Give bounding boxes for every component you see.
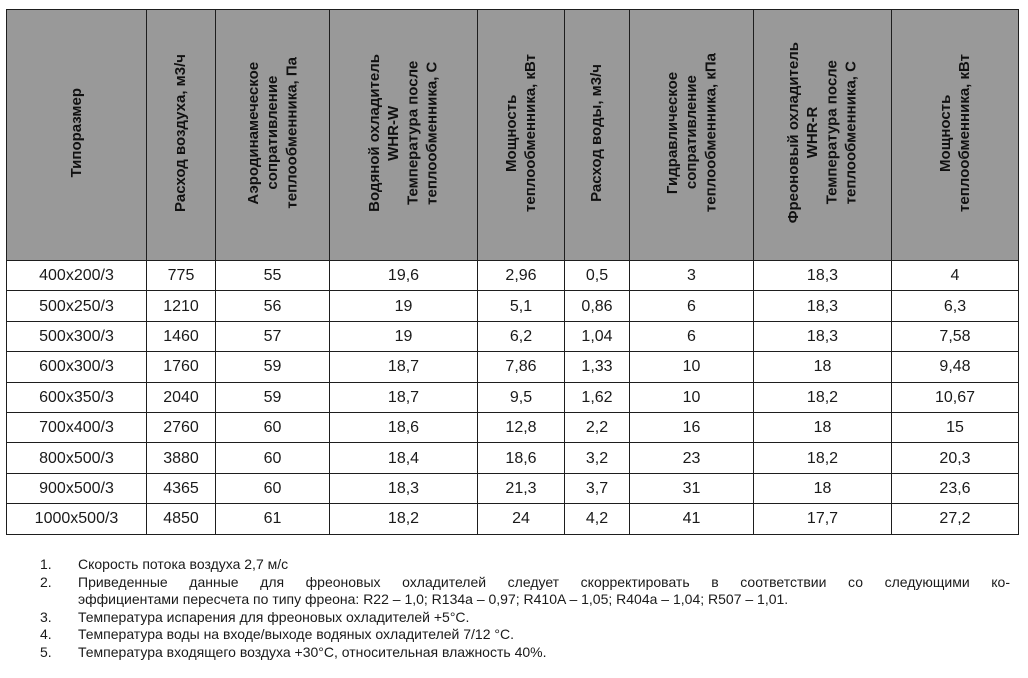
footnotes [0, 556, 1028, 662]
table-cell: 4850 [147, 504, 216, 534]
table-cell: 59 [216, 382, 330, 412]
table-cell: 59 [216, 352, 330, 382]
table-cell: 1,62 [565, 382, 630, 412]
footnote-number: 1. [40, 556, 52, 572]
table-cell: 18,2 [330, 504, 478, 534]
table-cell: 56 [216, 291, 330, 321]
table-cell: 0,5 [565, 261, 630, 291]
table-cell: 9,5 [478, 382, 565, 412]
table-row [7, 412, 1019, 442]
table-cell: 18,7 [330, 382, 478, 412]
footnote [0, 556, 1028, 574]
table-row [7, 321, 1019, 351]
table-cell: 600х300/3 [7, 352, 147, 382]
table-cell: 4,2 [565, 504, 630, 534]
table-cell: 60 [216, 473, 330, 503]
footnote-text: эффициентами пересчета по типу фреона: R22 – 1,0; R134a – 0,97; R410A – 1,05; R404a – 1,04; R507 – 1,01. [78, 591, 789, 608]
table-cell: 600х350/3 [7, 382, 147, 412]
table-cell: 18,4 [330, 443, 478, 473]
table-cell: 21,3 [478, 473, 565, 503]
table-cell: 5,1 [478, 291, 565, 321]
header-cell: Фреоновый охладитель WHR-R Температура после теплообменника, С [754, 10, 892, 261]
table-cell: 18,6 [478, 443, 565, 473]
table-cell: 18,6 [330, 412, 478, 442]
table-cell: 17,7 [754, 504, 892, 534]
table-cell: 23,6 [892, 473, 1019, 503]
table-cell: 31 [630, 473, 754, 503]
table-cell: 1,04 [565, 321, 630, 351]
table-cell: 19,6 [330, 261, 478, 291]
table-cell: 3,2 [565, 443, 630, 473]
table-row [7, 443, 1019, 473]
table-cell: 7,86 [478, 352, 565, 382]
footnote-number: 5. [40, 643, 52, 660]
table-cell: 24 [478, 504, 565, 534]
table-cell: 6,3 [892, 291, 1019, 321]
table-body [7, 261, 1019, 535]
footnote [0, 626, 1028, 644]
table-cell: 18 [754, 352, 892, 382]
table-cell: 3880 [147, 443, 216, 473]
table-cell: 2,96 [478, 261, 565, 291]
header-cell: Мощность теплообменника, кВт [478, 10, 565, 261]
table-cell: 10,67 [892, 382, 1019, 412]
table-cell: 60 [216, 443, 330, 473]
table-cell: 6,2 [478, 321, 565, 351]
table-cell: 12,8 [478, 412, 565, 442]
table-cell: 0,86 [565, 291, 630, 321]
footnote [0, 609, 1028, 627]
table-cell: 7,58 [892, 321, 1019, 351]
header-cell: Аэродинамеческое сопративление теплообменника, Па [216, 10, 330, 261]
footnote [0, 591, 1028, 609]
table-cell: 400х200/3 [7, 261, 147, 291]
footnote-text: Скорость потока воздуха 2,7 м/с [78, 556, 289, 572]
table-cell: 18,3 [754, 291, 892, 321]
footnote [0, 574, 1028, 592]
table-cell: 900х500/3 [7, 473, 147, 503]
footnote-text: Температура входящего воздуха +30°С, относительная влажность 40%. [78, 643, 547, 660]
table-row [7, 504, 1019, 534]
specifications-table [6, 9, 1019, 535]
header-cell: Водяной охладитель WHR-W Температура после теплообменника, С [330, 10, 478, 261]
table-cell: 18,3 [330, 473, 478, 503]
table-cell: 18 [754, 412, 892, 442]
table-cell: 10 [630, 382, 754, 412]
table-cell: 23 [630, 443, 754, 473]
table-cell: 41 [630, 504, 754, 534]
table-cell: 6 [630, 321, 754, 351]
table-cell: 700х400/3 [7, 412, 147, 442]
table-cell: 1,33 [565, 352, 630, 382]
table-cell: 500х250/3 [7, 291, 147, 321]
table-cell: 18 [754, 473, 892, 503]
table-cell: 18,3 [754, 321, 892, 351]
table-cell: 1000х500/3 [7, 504, 147, 534]
table-cell: 1210 [147, 291, 216, 321]
footnote-number: 2. [40, 573, 52, 590]
table-cell: 2040 [147, 382, 216, 412]
header-cell: Расход воды, м3/ч [565, 10, 630, 261]
table-row [7, 382, 1019, 412]
table-cell: 55 [216, 261, 330, 291]
footnote-text: Температура испарения для фреоновых охладителей +5°С. [78, 608, 470, 625]
table-cell: 18,2 [754, 382, 892, 412]
table-cell: 60 [216, 412, 330, 442]
table-cell: 18,3 [754, 261, 892, 291]
table-row [7, 291, 1019, 321]
table-cell: 3 [630, 261, 754, 291]
table-cell: 9,48 [892, 352, 1019, 382]
table-cell: 16 [630, 412, 754, 442]
table-cell: 18,2 [754, 443, 892, 473]
table-cell: 4 [892, 261, 1019, 291]
table-cell: 775 [147, 261, 216, 291]
table-cell: 1460 [147, 321, 216, 351]
table-cell: 6 [630, 291, 754, 321]
table-row [7, 352, 1019, 382]
header-cell: Типоразмер [7, 10, 147, 261]
table-row [7, 473, 1019, 503]
footnote-number: 4. [40, 626, 52, 643]
table-cell: 20,3 [892, 443, 1019, 473]
table-header-row [7, 10, 1019, 261]
table-cell: 4365 [147, 473, 216, 503]
footnote-text: Температура воды на входе/выходе водяных охладителей 7/12 °С. [78, 626, 514, 643]
table-cell: 2,2 [565, 412, 630, 442]
table-cell: 27,2 [892, 504, 1019, 534]
table-cell: 2760 [147, 412, 216, 442]
footnote-text: Приведенные данные для фреоновых охладителей следует скорректировать в соответствии со следующими ко- [78, 573, 1010, 590]
table-cell: 500х300/3 [7, 321, 147, 351]
table-cell: 19 [330, 291, 478, 321]
table-cell: 19 [330, 321, 478, 351]
table-cell: 15 [892, 412, 1019, 442]
header-cell: Гидравлическое сопративление теплообменника, кПа [630, 10, 754, 261]
header-cell: Расход воздуха, м3/ч [147, 10, 216, 261]
table-cell: 18,7 [330, 352, 478, 382]
table-cell: 61 [216, 504, 330, 534]
footnote [0, 644, 1028, 662]
footnote-number: 3. [40, 608, 52, 625]
table-cell: 800х500/3 [7, 443, 147, 473]
table-cell: 1760 [147, 352, 216, 382]
table-cell: 3,7 [565, 473, 630, 503]
table-row [7, 261, 1019, 291]
table-cell: 10 [630, 352, 754, 382]
table-cell: 57 [216, 321, 330, 351]
header-cell: Мощность теплообменника, кВт [892, 10, 1019, 261]
